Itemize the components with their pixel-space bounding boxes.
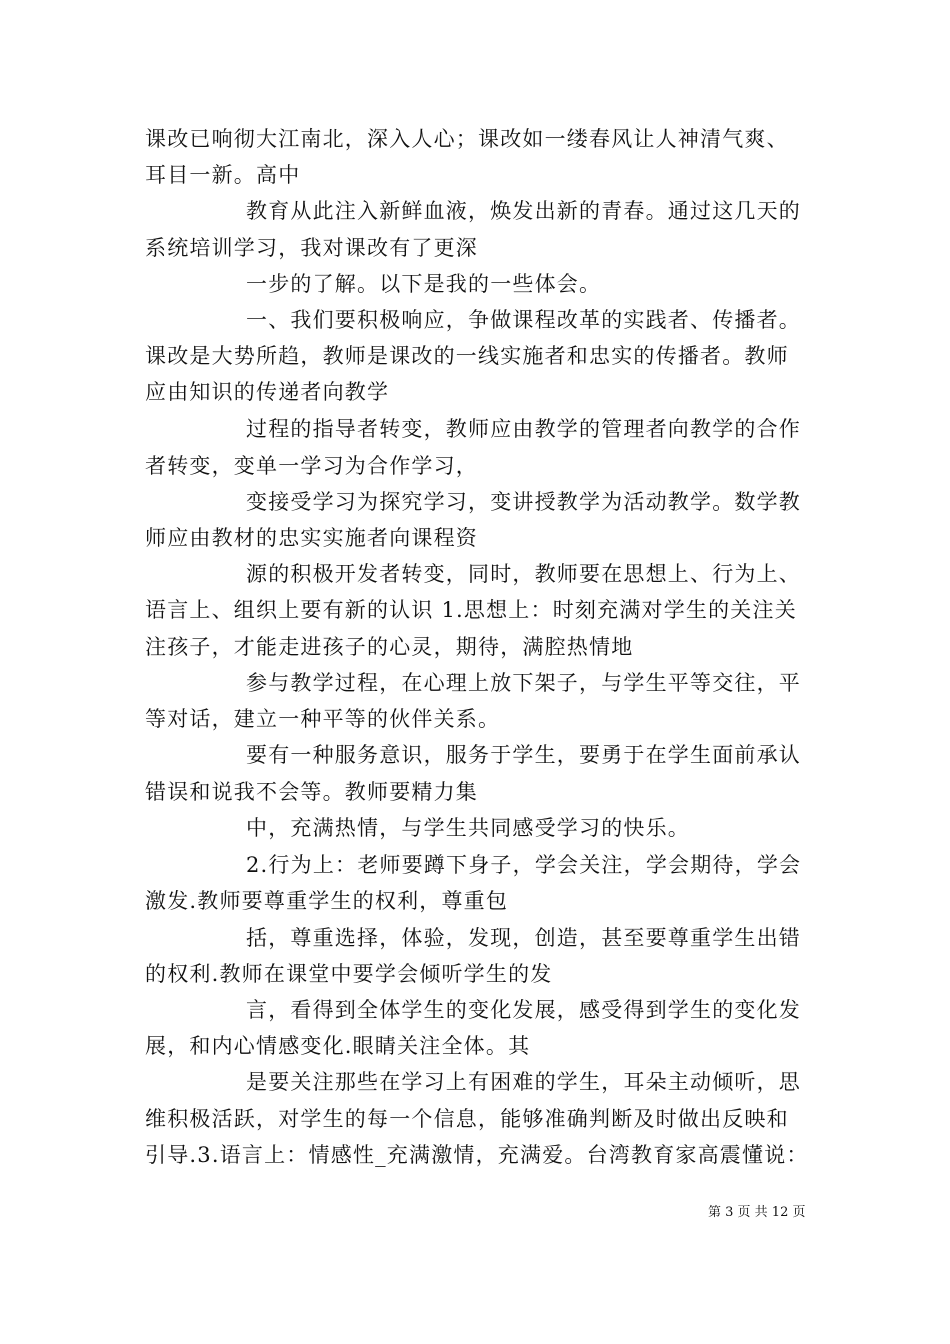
text-line: 展，和内心情感变化.眼睛关注全体。其 — [145, 1034, 531, 1058]
text-line: 耳目一新。高中 — [145, 163, 301, 187]
text-line: 应由知识的传递者向教学 — [145, 380, 390, 404]
text-line: 一步的了解。以下是我的一些体会。 — [246, 272, 602, 296]
text-line: 注孩子，才能走进孩子的心灵，期待，满腔热情地 — [145, 635, 634, 659]
text-line: 括，尊重选择，体验，发现，创造，甚至要尊重学生出错 — [246, 926, 801, 950]
text-line: 系统培训学习，我对课改有了更深 — [145, 236, 478, 260]
text-line: 师应由教材的忠实实施者向课程资 — [145, 526, 478, 550]
text-line: 者转变，变单一学习为合作学习， — [145, 454, 478, 478]
text-line: 维积极活跃，对学生的每一个信息，能够准确判断及时做出反映和 — [145, 1107, 789, 1131]
text-line: 变接受学习为探究学习，变讲授教学为活动教学。数学教 — [246, 490, 801, 514]
text-line: 的权利.教师在课堂中要学会倾听学生的发 — [145, 962, 553, 986]
text-line: 课改已响彻大江南北，深入人心；课改如一缕春风让人神清气爽、 — [145, 127, 789, 151]
text-line: 错误和说我不会等。教师要精力集 — [145, 780, 478, 804]
text-line: 激发.教师要尊重学生的权利，尊重包 — [145, 889, 509, 913]
text-line: 要有一种服务意识，服务于学生，要勇于在学生面前承认 — [246, 743, 801, 767]
text-line: 过程的指导者转变，教师应由教学的管理者向教学的合作 — [246, 417, 801, 441]
text-line: 语言上、组织上要有新的认识 1.思想上：时刻充满对学生的关注关 — [145, 598, 797, 622]
text-line: 教育从此注入新鲜血液，焕发出新的青春。通过这几天的 — [246, 199, 801, 223]
text-line: 一、我们要积极响应，争做课程改革的实践者、传播者。 — [246, 308, 801, 332]
text-line: 课改是大势所趋，教师是课改的一线实施者和忠实的传播者。教师 — [145, 344, 789, 368]
text-line: 是要关注那些在学习上有困难的学生，耳朵主动倾听，思 — [246, 1070, 801, 1094]
text-line: 2.行为上：老师要蹲下身子，学会关注，学会期待，学会 — [246, 853, 802, 877]
text-line: 引导.3.语言上：情感性_充满激情，充满爱。台湾教育家高震懂说： — [145, 1143, 809, 1167]
text-line: 中，充满热情，与学生共同感受学习的快乐。 — [246, 816, 690, 840]
text-line: 等对话，建立一种平等的伙伴关系。 — [145, 707, 501, 731]
text-line: 参与教学过程，在心理上放下架子，与学生平等交往，平 — [246, 671, 801, 695]
text-line: 言，看得到全体学生的变化发展，感受得到学生的变化发 — [246, 998, 801, 1022]
page-number-footer: 第 3 页 共 12 页 — [708, 1205, 806, 1220]
text-line: 源的积极开发者转变，同时，教师要在思想上、行为上、 — [246, 562, 801, 586]
